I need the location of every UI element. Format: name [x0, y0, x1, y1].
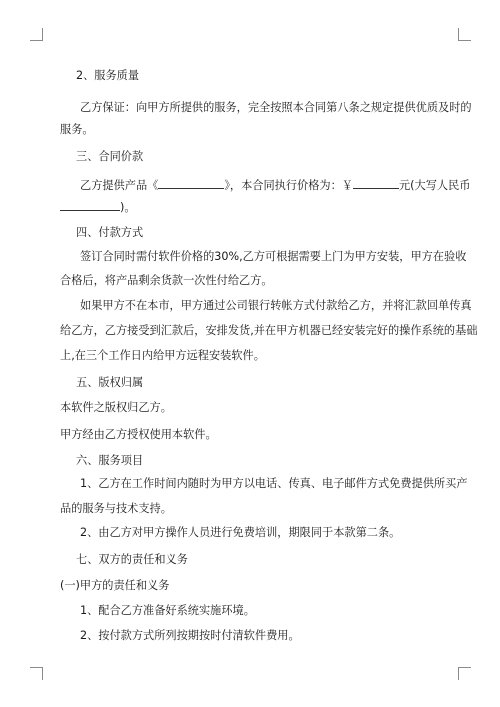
paragraph-line: 2、由乙方对甲方操作人员进行免费培训，期限同于本款第二条。: [80, 526, 401, 539]
paragraph-line: 本软件之版权归乙方。: [60, 401, 172, 414]
paragraph-line: 2、按付款方式所列按期按时付清软件费用。: [80, 629, 300, 642]
crop-mark-bottom-left: [30, 667, 43, 680]
paragraph-line: 品的服务与技术支持。: [60, 502, 172, 515]
crop-mark-bottom-right: [458, 667, 471, 680]
section-heading-service-items: 六、服务项目: [76, 454, 144, 467]
crop-mark-top-right: [458, 28, 471, 41]
paragraph-line: 服务。: [60, 123, 94, 136]
crop-mark-top-left: [30, 28, 43, 41]
subsection-heading-party-a: (一)甲方的责任和义务: [60, 579, 170, 592]
price-amount-blank: [353, 177, 399, 189]
product-name-blank: [158, 177, 224, 189]
paragraph-line: 甲方经由乙方授权使用本软件。: [60, 428, 217, 441]
section-heading-service-quality: 2、服务质量: [76, 69, 140, 82]
paragraph-line: 乙方提供产品《 》，本合同执行价格为：￥ 元(大写人民币: [80, 179, 471, 192]
paragraph-line: 1、配合乙方准备好系统实施环境。: [80, 604, 255, 617]
section-heading-contract-price: 三、合同价款: [76, 150, 144, 163]
paragraph-line: 如果甲方不在本市，甲方通过公司银行转帐方式付款给乙方，并将汇款回单传真: [80, 299, 472, 312]
section-heading-payment: 四、付款方式: [76, 226, 144, 239]
paragraph-line: )。: [60, 199, 444, 215]
paragraph-line: 合格后，将产品剩余货款一次性付给乙方。: [60, 274, 273, 287]
paragraph-line: 1、乙方在工作时间内随时为甲方以电话、传真、电子邮件方式免费提供所买产: [80, 477, 468, 490]
paragraph-line: 给乙方，乙方接受到汇款后，安排发货,并在甲方机器已经安装完好的操作系统的基础: [60, 324, 478, 337]
paragraph-line: 上,在三个工作日内给甲方远程安装软件。: [60, 349, 265, 362]
paragraph-line: 乙方保证：向甲方所提供的服务，完全按照本合同第八条之规定提供优质及时的: [80, 101, 472, 114]
paragraph-line: 签订合同时需付软件价格的30%,乙方可根据需要上门为甲方安装，甲方在验收: [80, 250, 467, 263]
section-heading-copyright: 五、版权归属: [76, 376, 144, 389]
section-heading-responsibilities: 七、双方的责任和义务: [76, 553, 188, 566]
price-in-words-blank: [60, 199, 120, 211]
